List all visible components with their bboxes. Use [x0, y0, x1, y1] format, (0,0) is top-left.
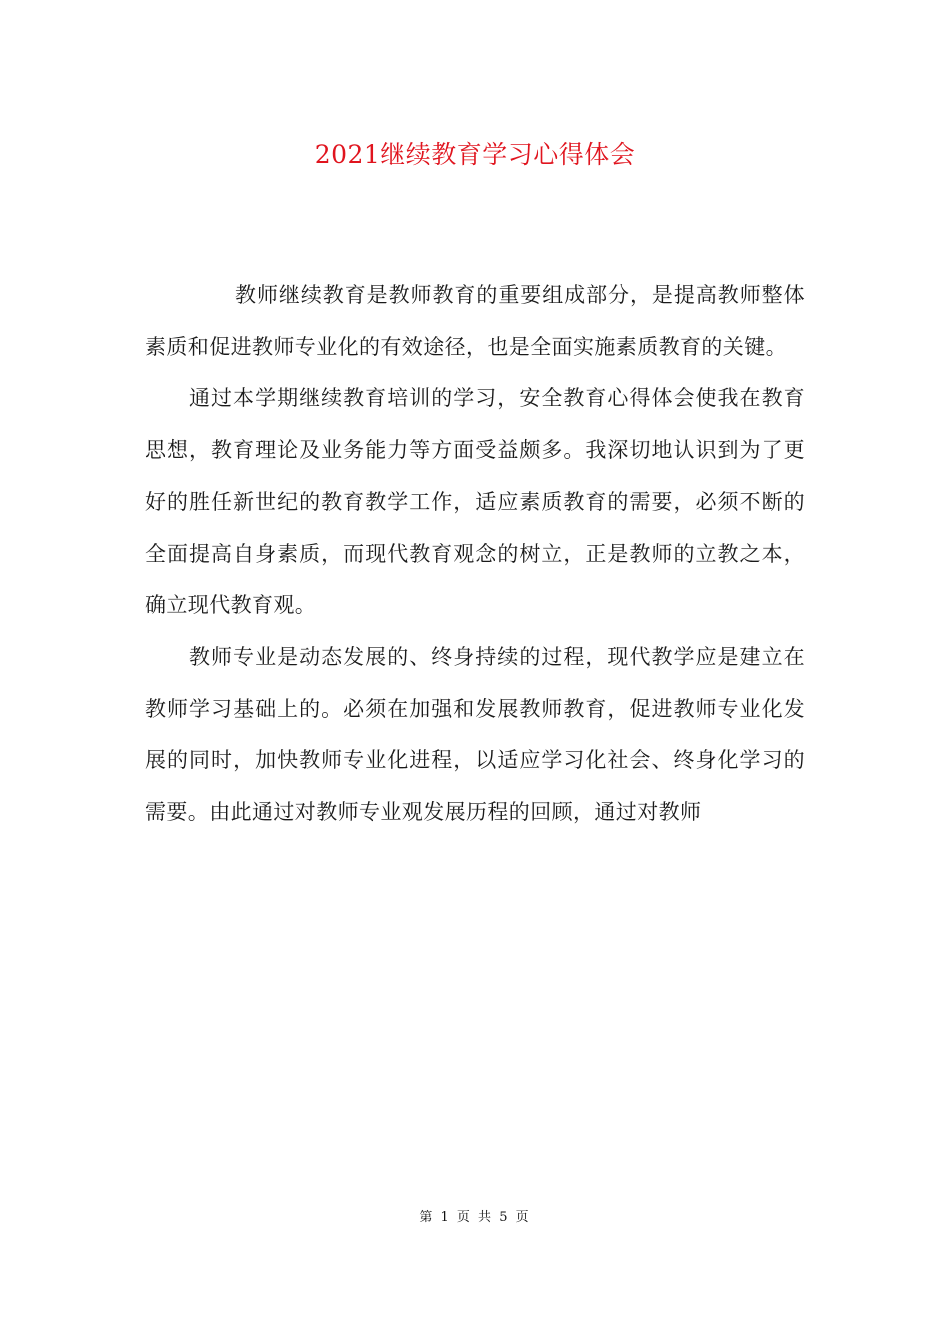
paragraph-1: 教师继续教育是教师教育的重要组成部分，是提高教师整体素质和促进教师专业化的有效途径，也是全面实施素质教育的关键。 [145, 283, 805, 359]
paragraph-3: 教师专业是动态发展的、终身持续的过程，现代教学应是建立在教师学习基础上的。必须在加强和发展教师教育，促进教师专业化发展的同时，加快教师专业化进程，以适应学习化社会、终身化学习的需要。由此通过对教师专业观发展历程的回顾，通过对教师 [145, 644, 805, 825]
paragraph-2: 通过本学期继续教育培训的学习，安全教育心得体会使我在教育思想，教育理论及业务能力等方面受益颇多。我深切地认识到为了更好的胜任新世纪的教育教学工作，适应素质教育的需要，必须不断的全面提高自身素质，而现代教育观念的树立，正是教师的立教之本，确立现代教育观。 [145, 386, 805, 618]
document-title: 2021继续教育学习心得体会 [314, 140, 636, 169]
page-number-footer: 第 1 页 共 5 页 [419, 1210, 531, 1225]
document-body [145, 270, 805, 839]
